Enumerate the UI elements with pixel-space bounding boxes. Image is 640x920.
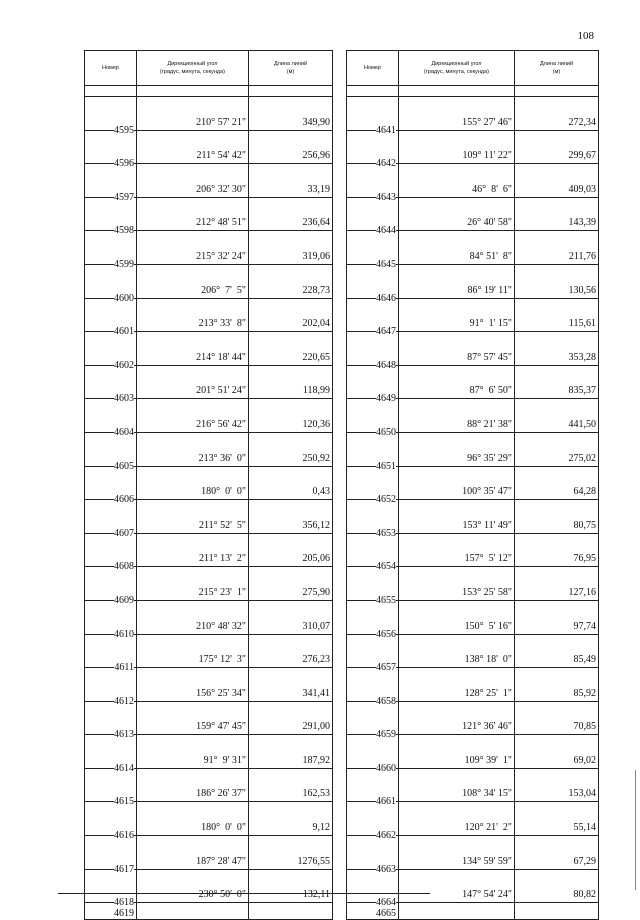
line-length: 132,11 [249,869,333,903]
line-length: 69,02 [515,735,599,769]
point-number-cell [347,869,399,909]
table-row [85,668,333,702]
left-table [84,50,333,920]
line-length: 115,61 [515,298,599,332]
table-row [85,701,333,735]
direction-angle: 210° 57' 21" [137,97,249,131]
point-number: 4655 [376,594,396,606]
point-number: 4601 [114,326,134,338]
point-number: 4663 [376,863,396,875]
table-row [85,97,333,131]
table-row [85,231,333,265]
point-number: 4665 [347,903,399,920]
point-number: 4618 [114,897,134,909]
point-number-cell [85,735,137,774]
point-number: 4609 [114,594,134,606]
direction-angle: 96° 35' 29" [399,432,515,466]
point-number: 4595 [114,124,134,136]
point-number-cell [85,231,137,270]
line-length: 0,43 [249,466,333,500]
direction-angle: 100° 35' 47" [399,466,515,500]
table-row [85,197,333,231]
line-length: 80,75 [515,500,599,534]
table-row [85,466,333,500]
point-number-cell [85,869,137,909]
line-length: 291,00 [249,701,333,735]
line-length: 409,03 [515,164,599,198]
point-number-cell [85,500,137,539]
line-length: 276,23 [249,634,333,668]
table-row [85,768,333,802]
table-row [85,432,333,466]
table-row [85,365,333,399]
table-row [85,264,333,298]
direction-angle: 211° 52' 5" [137,500,249,534]
direction-angle: 134° 59' 59" [399,836,515,870]
point-number-cell [85,668,137,707]
point-number: 4599 [114,258,134,270]
point-number: 4608 [114,561,134,573]
direction-angle: 211° 54' 42" [137,130,249,164]
table-row [347,836,599,870]
point-number: 4654 [376,561,396,573]
point-number-cell [347,365,399,405]
direction-angle: 156° 25' 34" [137,668,249,702]
table-row [85,399,333,433]
table-row [85,164,333,198]
point-number: 4610 [114,628,134,640]
table-row [347,567,599,601]
point-number-cell [85,836,137,875]
table-row [347,668,599,702]
direction-angle: 230° 50' 0" [137,869,249,903]
table-row [347,701,599,735]
direction-angle: 215° 23' 1" [137,567,249,601]
margin-rule [635,770,636,890]
point-number-cell [347,735,399,774]
point-number-cell [347,701,399,741]
point-number: 4647 [376,326,396,338]
table-row [85,836,333,870]
point-number-cell [347,600,399,640]
point-number: 4607 [114,527,134,539]
direction-angle: 108° 34' 15" [399,768,515,802]
line-length: 1276,55 [249,836,333,870]
spacer-cell [85,86,137,97]
line-length: 85,92 [515,668,599,702]
line-length: 70,85 [515,701,599,735]
right-table-body [347,51,599,920]
direction-angle: 87° 6' 50" [399,365,515,399]
direction-angle: 87° 57' 45" [399,332,515,366]
header-length [249,51,333,86]
right-table [346,50,599,920]
point-number: 4658 [376,695,396,707]
point-number-cell [85,399,137,438]
line-length: 275,02 [515,432,599,466]
point-number: 4603 [114,393,134,405]
line-length: 153,04 [515,768,599,802]
direction-angle: 86° 19' 11" [399,264,515,298]
direction-angle: 138° 18' 0" [399,634,515,668]
point-number: 4643 [376,191,396,203]
direction-angle: 213° 33' 8" [137,298,249,332]
header-row [85,51,333,86]
point-number-cell [347,432,399,472]
direction-angle: 215° 32' 24" [137,231,249,265]
direction-angle: 109° 11' 22" [399,130,515,164]
point-number: 4645 [376,258,396,270]
point-number: 4604 [114,426,134,438]
direction-angle: 214° 18' 44" [137,332,249,366]
point-number-cell [347,668,399,707]
point-number: 4661 [376,796,396,808]
direction-angle: 186° 26' 37" [137,768,249,802]
table-row [347,332,599,366]
empty-cell [137,903,249,920]
table-row [347,231,599,265]
table-row [85,533,333,567]
header-length [515,51,599,86]
direction-angle: 46° 8' 6" [399,164,515,198]
point-number-cell [347,130,399,170]
direction-angle: 211° 13' 2" [137,533,249,567]
line-length: 80,82 [515,869,599,903]
point-number-cell [85,600,137,640]
point-number-cell [85,432,137,472]
point-number: 4602 [114,359,134,371]
point-number-cell [85,466,137,506]
direction-angle: 210° 48' 32" [137,600,249,634]
spacer-row [347,86,599,97]
table-row [85,869,333,903]
point-number-cell [347,533,399,573]
line-length: 33,19 [249,164,333,198]
point-number: 4659 [376,729,396,741]
line-length: 202,04 [249,298,333,332]
header-length-line2: (м) [286,69,295,75]
table-row [85,600,333,634]
point-number: 4648 [376,359,396,371]
point-number: 4598 [114,225,134,237]
line-length: 162,53 [249,768,333,802]
table-row [347,600,599,634]
empty-cell [249,903,333,920]
point-number: 4617 [114,863,134,875]
point-number-cell [347,231,399,270]
table-row [85,332,333,366]
point-number: 4612 [114,695,134,707]
header-num: Номер [347,51,399,86]
table-row [85,567,333,601]
header-row [347,51,599,86]
direction-angle: 212° 48' 51" [137,197,249,231]
point-number-cell [347,768,399,808]
line-length: 275,90 [249,567,333,601]
direction-angle: 201° 51' 24" [137,365,249,399]
point-number: 4653 [376,527,396,539]
point-number: 4611 [114,662,134,674]
table-row [347,164,599,198]
table-row [347,298,599,332]
direction-angle: 91° 1' 15" [399,298,515,332]
table-row [347,802,599,836]
empty-cell [515,903,599,920]
point-number: 4605 [114,460,134,472]
point-number-cell [85,701,137,741]
direction-angle: 109° 39' 1" [399,735,515,769]
header-num: Номер [85,51,137,86]
line-length: 319,06 [249,231,333,265]
header-angle [137,51,249,86]
point-number-cell [85,634,137,674]
line-length: 97,74 [515,600,599,634]
table-row [85,130,333,164]
line-length: 835,37 [515,365,599,399]
point-number: 4649 [376,393,396,405]
point-number-cell [347,164,399,203]
point-number-cell [347,332,399,371]
point-number-cell [85,130,137,170]
line-length: 441,50 [515,399,599,433]
footer-rule [58,893,430,894]
spacer-cell [137,86,249,97]
point-number-cell [85,264,137,304]
table-row [347,365,599,399]
point-number-cell [347,836,399,875]
spacer-row [85,86,333,97]
spacer-cell [347,86,399,97]
point-number-cell [347,197,399,237]
line-length: 76,95 [515,533,599,567]
direction-angle: 150° 5' 16" [399,600,515,634]
table-row [347,466,599,500]
direction-angle: 159° 47' 45" [137,701,249,735]
point-number: 4614 [114,762,134,774]
direction-angle: 121° 36' 46" [399,701,515,735]
point-number-cell [347,500,399,539]
table-row [347,500,599,534]
spacer-cell [249,86,333,97]
header-length-line1: Длина линий [539,61,574,67]
line-length: 9,12 [249,802,333,836]
point-number: 4646 [376,292,396,304]
point-number: 4613 [114,729,134,741]
table-row [347,869,599,903]
header-angle-line1: Дирекционный угол [167,61,218,67]
table-row [85,735,333,769]
point-number-cell [347,97,399,136]
line-length: 205,06 [249,533,333,567]
direction-angle: 175° 12' 3" [137,634,249,668]
point-number-cell [347,802,399,842]
left-table-body [85,51,333,920]
table-row [347,533,599,567]
line-length: 85,49 [515,634,599,668]
point-number-cell [347,567,399,606]
line-length: 349,90 [249,97,333,131]
table-row [85,298,333,332]
line-length: 356,12 [249,500,333,534]
point-number: 4650 [376,426,396,438]
table-row [347,97,599,131]
direction-angle: 153° 11' 49" [399,500,515,534]
header-length-line1: Длина линий [273,61,308,67]
point-number: 4664 [376,897,396,909]
line-length: 118,99 [249,365,333,399]
table-row [347,399,599,433]
point-number: 4657 [376,662,396,674]
point-number-cell [85,164,137,203]
table-row [85,802,333,836]
empty-cell [399,903,515,920]
point-number: 4615 [114,796,134,808]
point-number: 4641 [376,124,396,136]
spacer-cell [399,86,515,97]
line-length: 299,67 [515,130,599,164]
direction-angle: 128° 25' 1" [399,668,515,702]
line-length: 64,28 [515,466,599,500]
direction-angle: 91° 9' 31" [137,735,249,769]
point-number-cell [347,264,399,304]
direction-angle: 155° 27' 46" [399,97,515,131]
point-number-cell [85,768,137,808]
table-row [347,768,599,802]
point-number-cell [85,298,137,338]
header-angle-line2: (градус, минута, секунда) [159,69,226,75]
table-row [85,634,333,668]
point-number: 4662 [376,830,396,842]
direction-angle: 216° 56' 42" [137,399,249,433]
header-angle [399,51,515,86]
table-row [347,264,599,298]
spacer-cell [515,86,599,97]
direction-angle: 180° 0' 0" [137,466,249,500]
direction-angle: 147° 54' 24" [399,869,515,903]
direction-angle: 157° 5' 12" [399,533,515,567]
point-number: 4652 [376,494,396,506]
line-length: 250,92 [249,432,333,466]
table-row [347,197,599,231]
line-length: 143,39 [515,197,599,231]
point-number-cell [347,399,399,438]
point-number: 4597 [114,191,134,203]
direction-angle: 26° 40' 58" [399,197,515,231]
point-number: 4642 [376,158,396,170]
line-length: 130,56 [515,264,599,298]
line-length: 272,34 [515,97,599,131]
point-number-cell [85,365,137,405]
line-length: 236,64 [249,197,333,231]
table-row [347,130,599,164]
point-number: 4616 [114,830,134,842]
line-length: 220,65 [249,332,333,366]
direction-angle: 120° 21' 2" [399,802,515,836]
direction-angle: 206° 32' 30" [137,164,249,198]
point-number-cell [85,802,137,842]
header-angle-line2: (градус, минута, секунда) [423,69,490,75]
line-length: 211,76 [515,231,599,265]
point-number: 4619 [85,903,137,920]
table-row [85,500,333,534]
direction-angle: 180° 0' 0" [137,802,249,836]
table-row [347,735,599,769]
line-length: 127,16 [515,567,599,601]
header-length-line2: (м) [552,69,561,75]
line-length: 341,41 [249,668,333,702]
point-number: 4651 [376,460,396,472]
direction-angle: 213° 36' 0" [137,432,249,466]
direction-angle: 84° 51' 8" [399,231,515,265]
point-number: 4600 [114,292,134,304]
direction-angle: 153° 25' 58" [399,567,515,601]
point-number-cell [85,97,137,136]
table-row [347,432,599,466]
point-number-cell [85,533,137,573]
direction-angle: 206° 7' 5" [137,264,249,298]
point-number-cell [347,298,399,338]
point-number: 4606 [114,494,134,506]
line-length: 187,92 [249,735,333,769]
point-number-cell [347,466,399,506]
line-length: 256,96 [249,130,333,164]
direction-angle: 187° 28' 47" [137,836,249,870]
table-row [347,634,599,668]
line-length: 67,29 [515,836,599,870]
point-number-cell [85,332,137,371]
line-length: 310,07 [249,600,333,634]
line-length: 353,28 [515,332,599,366]
point-number: 4596 [114,158,134,170]
header-angle-line1: Дирекционный угол [431,61,482,67]
line-length: 228,73 [249,264,333,298]
point-number-cell [85,197,137,237]
line-length: 120,36 [249,399,333,433]
point-number: 4660 [376,762,396,774]
page-number: 108 [577,30,594,42]
point-number: 4644 [376,225,396,237]
point-number: 4656 [376,628,396,640]
line-length: 55,14 [515,802,599,836]
direction-angle: 88° 21' 38" [399,399,515,433]
point-number-cell [85,567,137,606]
point-number-cell [347,634,399,674]
